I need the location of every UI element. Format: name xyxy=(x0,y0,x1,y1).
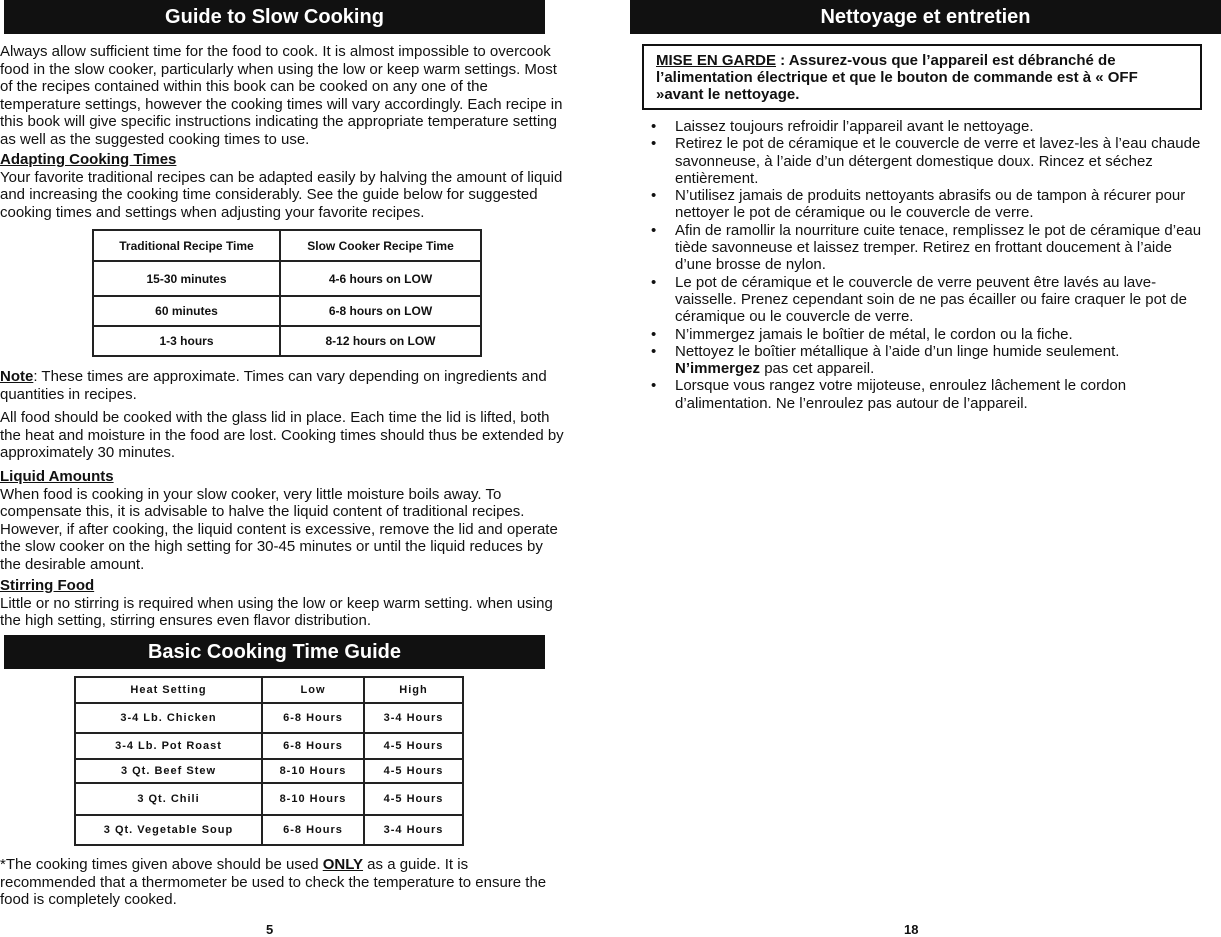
list-item-text: Laissez toujours refroidir l’appareil avant le nettoyage. xyxy=(675,118,1034,135)
list-item xyxy=(648,274,1208,326)
table-row xyxy=(75,703,463,733)
list-item-text: N’immergez jamais le boîtier de métal, le cordon ou la fiche. xyxy=(675,325,1073,343)
note-paragraph xyxy=(0,368,564,403)
list-item xyxy=(648,343,1208,378)
bullet-icon: • xyxy=(651,273,657,291)
page-number-right: 18 xyxy=(904,922,919,937)
bullet-icon: • xyxy=(651,377,657,395)
footnote-pre: *The cooking times given above should be used xyxy=(0,856,323,873)
list-item xyxy=(648,326,1208,343)
table-cell: 6-8 Hours xyxy=(262,703,364,733)
bullet-icon: • xyxy=(651,135,657,153)
table-cell: 6-8 Hours xyxy=(262,815,364,845)
table-row xyxy=(75,783,463,815)
intro-paragraph: Always allow sufficient time for the food to cook. It is almost impossible to overcook food in the slow cooker, particularly when using the low or keep warm settings. Most of the recipes contained within this book can be cooked on any one of the temperature settings, however the cooking times will vary accordingly. Each recipe in this book will give specific instructions indicating the appropriate temperature setting as well as the suggested cooking times to use. xyxy=(0,43,563,148)
table-header-row xyxy=(93,230,481,261)
table-cell: 3 Qt. Beef Stew xyxy=(75,759,262,783)
stirring-text: Little or no stirring is required when using the low or keep warm setting. when using the high setting, stirring ensures even flavor distribution. xyxy=(0,594,553,629)
footnote-post: as a guide. It is recommended that a thermometer be used to check the temperature to ensure the food is completely cooked. xyxy=(0,856,547,908)
table-row xyxy=(93,326,481,356)
adapting-heading: Adapting Cooking Times xyxy=(0,151,177,168)
adapting-section xyxy=(0,151,564,221)
stirring-section xyxy=(0,577,564,630)
list-item xyxy=(648,187,1208,222)
list-item xyxy=(648,118,1208,135)
bullet-icon: • xyxy=(651,187,657,205)
table-header: Low xyxy=(262,677,364,703)
warning-label: MISE EN GARDE xyxy=(656,52,777,69)
list-item-emphasis: N’immergez xyxy=(675,360,761,378)
table-cell: 6-8 hours on LOW xyxy=(280,296,481,326)
warning-box xyxy=(642,44,1202,110)
table-cell: 4-5 Hours xyxy=(364,733,463,759)
list-item-text: Nettoyez le boîtier métallique à l’aide d’un linge humide seulement. xyxy=(675,342,1120,360)
table-cell: 4-5 Hours xyxy=(364,759,463,783)
table-header: Slow Cooker Recipe Time xyxy=(280,230,481,261)
table-cell: 60 minutes xyxy=(93,296,280,326)
list-item xyxy=(648,222,1208,274)
table-header-row xyxy=(75,677,463,703)
bullet-icon: • xyxy=(651,221,657,239)
adapting-text: Your favorite traditional recipes can be adapted easily by halving the amount of liquid and increasing the cooking time considerably. See the guide below for suggested cooking times and settings when adjusting your favorite recipes. xyxy=(0,168,563,221)
list-item-text: Le pot de céramique et le couvercle de verre peuvent être lavés au lave-vaisselle. Prenez cependant soin de ne pas écailler ou faire craquer le pot de céramique ou le couvercle de verre. xyxy=(675,273,1187,326)
list-item-text: N’utilisez jamais de produits nettoyants abrasifs ou de tampon à récurer pour nettoyer le pot de céramique ou le couvercle de verre. xyxy=(675,187,1186,222)
cleaning-list xyxy=(648,118,1208,412)
table-cell: 4-6 hours on LOW xyxy=(280,261,481,296)
footnote-paragraph xyxy=(0,856,564,909)
table-cell: 3 Qt. Vegetable Soup xyxy=(75,815,262,845)
note-text: : These times are approximate. Times can vary depending on ingredients and quantities in recipes. xyxy=(0,368,547,403)
liquid-text: When food is cooking in your slow cooker, very little moisture boils away. To compensate this, it is advisable to halve the liquid content of traditional recipes. However, if after cooking, the liquid content is excessive, remove the lid and operate the slow cooker on the high setting for 30-45 minutes or until the liquid reduces by the desirable amount. xyxy=(0,485,558,573)
table-cell: 15-30 minutes xyxy=(93,261,280,296)
list-item-text: Afin de ramollir la nourriture cuite tenace, remplissez le pot de céramique d’eau tiède savonneuse et laissez tremper. Retirez en frottant doucement à l’aide d’une brosse de nylon. xyxy=(675,221,1202,274)
table-row xyxy=(75,759,463,783)
bullet-icon: • xyxy=(651,325,657,343)
table-cell: 8-10 Hours xyxy=(262,783,364,815)
table-header: Heat Setting xyxy=(75,677,262,703)
table-header: High xyxy=(364,677,463,703)
table-cell: 3-4 Hours xyxy=(364,815,463,845)
cleaning-banner: Nettoyage et entretien xyxy=(630,0,1221,34)
left-page xyxy=(0,0,566,935)
list-item-text: Retirez le pot de céramique et le couvercle de verre et lavez-les à l’eau chaude savonneuse, à l’aide d’un détergent domestique doux. Rincez et séchez entièrement. xyxy=(675,135,1201,187)
table-cell: 1-3 hours xyxy=(93,326,280,356)
lid-paragraph: All food should be cooked with the glass lid in place. Each time the lid is lifted, both the heat and moisture in the food are lost. Cooking times should thus be extended by approximately 30 minutes. xyxy=(0,409,564,461)
table-row xyxy=(75,733,463,759)
right-page xyxy=(630,0,1221,935)
table-row xyxy=(75,815,463,845)
table-row xyxy=(93,261,481,296)
liquid-heading: Liquid Amounts xyxy=(0,468,114,485)
cooking-time-table xyxy=(74,676,464,846)
stirring-heading: Stirring Food xyxy=(0,577,95,594)
table-cell: 8-10 Hours xyxy=(262,759,364,783)
list-item-text: Lorsque vous rangez votre mijoteuse, enroulez lâchement le cordon d’alimentation. Ne l’enroulez pas autour de l’appareil. xyxy=(675,377,1127,412)
table-cell: 8-12 hours on LOW xyxy=(280,326,481,356)
table-cell: 3 Qt. Chili xyxy=(75,783,262,815)
table-cell: 6-8 Hours xyxy=(262,733,364,759)
table-header: Traditional Recipe Time xyxy=(93,230,280,261)
table-cell: 3-4 Hours xyxy=(364,703,463,733)
note-label: Note xyxy=(0,368,34,385)
table-cell: 3-4 Lb. Pot Roast xyxy=(75,733,262,759)
warning-text: : Assurez-vous que l’appareil est débranché de l’alimentation électrique et que le bouton de commande est à « OFF »avant le nettoyage. xyxy=(656,52,1138,103)
bullet-icon: • xyxy=(651,342,657,360)
cooking-guide-banner: Basic Cooking Time Guide xyxy=(4,635,545,669)
list-item xyxy=(648,377,1208,412)
guide-banner: Guide to Slow Cooking xyxy=(4,0,545,34)
list-item xyxy=(648,135,1208,187)
page-number-left: 5 xyxy=(266,922,274,937)
list-item-text: pas cet appareil. xyxy=(760,360,875,378)
table-cell: 4-5 Hours xyxy=(364,783,463,815)
table-cell: 3-4 Lb. Chicken xyxy=(75,703,262,733)
recipe-time-table xyxy=(92,229,482,357)
table-row xyxy=(93,296,481,326)
bullet-icon: • xyxy=(651,118,657,135)
footnote-only: ONLY xyxy=(322,856,364,873)
liquid-section xyxy=(0,468,564,573)
